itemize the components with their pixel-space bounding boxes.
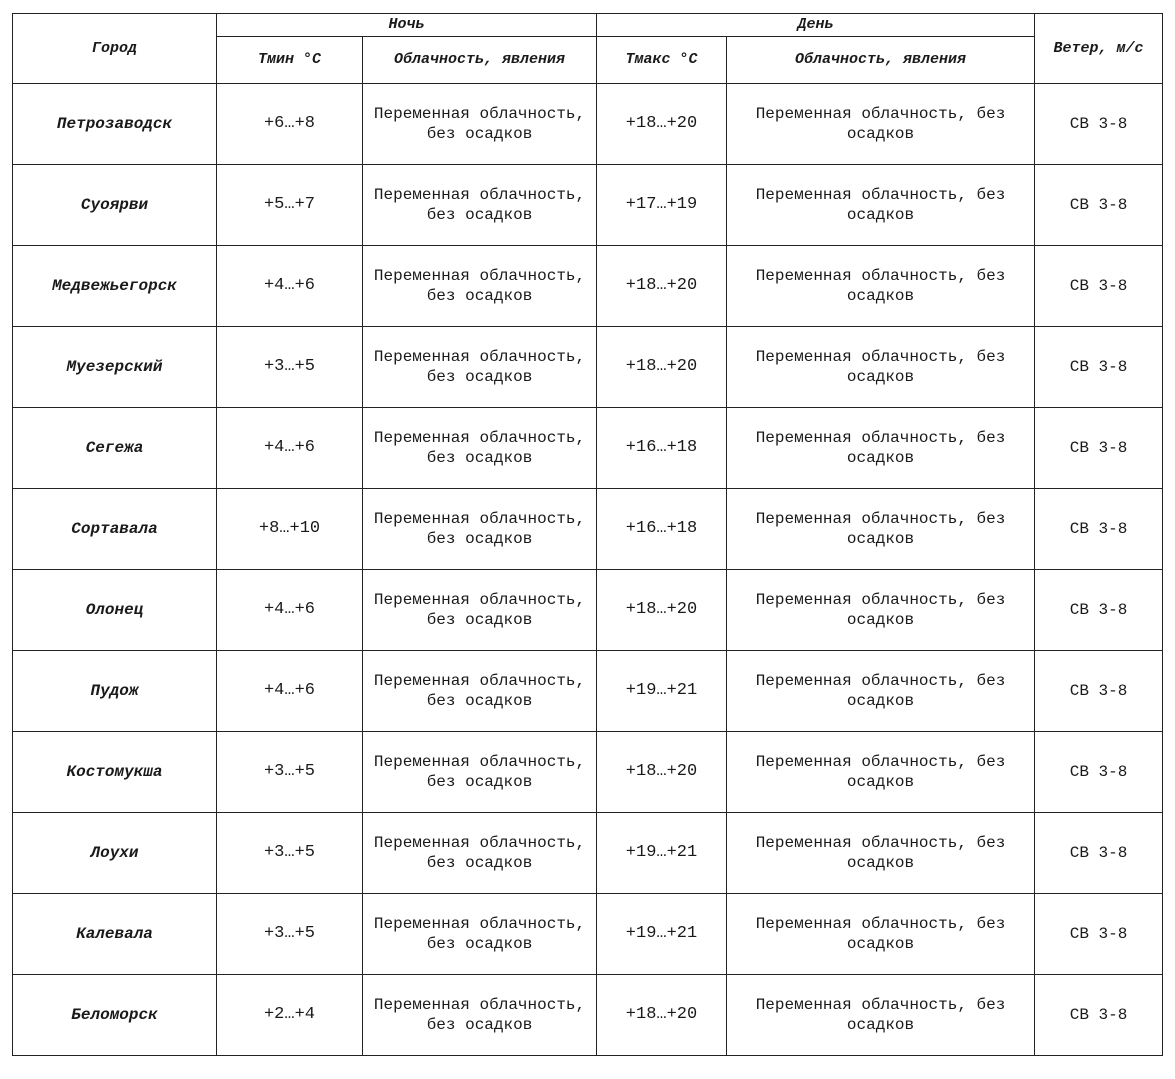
cell-tmin: +3…+5 bbox=[217, 327, 363, 408]
cell-tmax: +16…+18 bbox=[597, 489, 727, 570]
cell-night-cloud: Переменная облачность, без осадков bbox=[363, 975, 597, 1056]
cell-wind: СВ 3-8 bbox=[1035, 246, 1163, 327]
table-row bbox=[13, 84, 1163, 165]
cell-day-cloud: Переменная облачность, без осадков bbox=[727, 813, 1035, 894]
cell-tmin: +4…+6 bbox=[217, 408, 363, 489]
cell-night-cloud: Переменная облачность, без осадков bbox=[363, 489, 597, 570]
cell-tmax: +16…+18 bbox=[597, 408, 727, 489]
cell-tmin: +4…+6 bbox=[217, 246, 363, 327]
cell-city: Медвежьегорск bbox=[13, 246, 217, 327]
table-row bbox=[13, 894, 1163, 975]
table-body bbox=[13, 84, 1163, 1056]
cell-wind: СВ 3-8 bbox=[1035, 813, 1163, 894]
forecast-table-container bbox=[12, 13, 1162, 1056]
table-row bbox=[13, 651, 1163, 732]
cell-night-cloud: Переменная облачность, без осадков bbox=[363, 651, 597, 732]
table-row bbox=[13, 813, 1163, 894]
cell-day-cloud: Переменная облачность, без осадков bbox=[727, 894, 1035, 975]
cell-city: Пудож bbox=[13, 651, 217, 732]
header-night-cloud: Облачность, явления bbox=[363, 37, 597, 84]
cell-city: Суоярви bbox=[13, 165, 217, 246]
cell-tmin: +4…+6 bbox=[217, 570, 363, 651]
cell-day-cloud: Переменная облачность, без осадков bbox=[727, 732, 1035, 813]
cell-wind: СВ 3-8 bbox=[1035, 327, 1163, 408]
cell-day-cloud: Переменная облачность, без осадков bbox=[727, 327, 1035, 408]
cell-tmin: +2…+4 bbox=[217, 975, 363, 1056]
table-row bbox=[13, 165, 1163, 246]
table-row bbox=[13, 327, 1163, 408]
cell-night-cloud: Переменная облачность, без осадков bbox=[363, 84, 597, 165]
cell-tmin: +3…+5 bbox=[217, 894, 363, 975]
cell-wind: СВ 3-8 bbox=[1035, 651, 1163, 732]
cell-wind: СВ 3-8 bbox=[1035, 570, 1163, 651]
forecast-table bbox=[12, 13, 1163, 1056]
cell-night-cloud: Переменная облачность, без осадков bbox=[363, 408, 597, 489]
cell-tmax: +17…+19 bbox=[597, 165, 727, 246]
cell-night-cloud: Переменная облачность, без осадков bbox=[363, 165, 597, 246]
cell-wind: СВ 3-8 bbox=[1035, 732, 1163, 813]
header-night: Ночь bbox=[217, 14, 597, 37]
cell-tmax: +18…+20 bbox=[597, 975, 727, 1056]
cell-city: Олонец bbox=[13, 570, 217, 651]
header-row-groups bbox=[13, 14, 1163, 37]
cell-day-cloud: Переменная облачность, без осадков bbox=[727, 165, 1035, 246]
cell-tmax: +19…+21 bbox=[597, 651, 727, 732]
cell-wind: СВ 3-8 bbox=[1035, 975, 1163, 1056]
table-row bbox=[13, 570, 1163, 651]
cell-city: Сегежа bbox=[13, 408, 217, 489]
cell-day-cloud: Переменная облачность, без осадков bbox=[727, 570, 1035, 651]
cell-night-cloud: Переменная облачность, без осадков bbox=[363, 813, 597, 894]
cell-night-cloud: Переменная облачность, без осадков bbox=[363, 246, 597, 327]
cell-tmax: +18…+20 bbox=[597, 570, 727, 651]
table-row bbox=[13, 489, 1163, 570]
cell-wind: СВ 3-8 bbox=[1035, 165, 1163, 246]
cell-night-cloud: Переменная облачность, без осадков bbox=[363, 570, 597, 651]
cell-tmax: +19…+21 bbox=[597, 813, 727, 894]
header-day-cloud: Облачность, явления bbox=[727, 37, 1035, 84]
cell-city: Сортавала bbox=[13, 489, 217, 570]
table-row bbox=[13, 408, 1163, 489]
cell-night-cloud: Переменная облачность, без осадков bbox=[363, 327, 597, 408]
header-day: День bbox=[597, 14, 1035, 37]
table-row bbox=[13, 732, 1163, 813]
cell-wind: СВ 3-8 bbox=[1035, 489, 1163, 570]
cell-tmax: +18…+20 bbox=[597, 732, 727, 813]
cell-city: Лоухи bbox=[13, 813, 217, 894]
header-tmax: Тмакс °C bbox=[597, 37, 727, 84]
cell-tmin: +3…+5 bbox=[217, 813, 363, 894]
cell-city: Калевала bbox=[13, 894, 217, 975]
cell-tmin: +4…+6 bbox=[217, 651, 363, 732]
cell-city: Костомукша bbox=[13, 732, 217, 813]
cell-day-cloud: Переменная облачность, без осадков bbox=[727, 489, 1035, 570]
cell-day-cloud: Переменная облачность, без осадков bbox=[727, 246, 1035, 327]
cell-tmin: +6…+8 bbox=[217, 84, 363, 165]
cell-tmax: +18…+20 bbox=[597, 327, 727, 408]
header-tmin: Тмин °C bbox=[217, 37, 363, 84]
cell-day-cloud: Переменная облачность, без осадков bbox=[727, 408, 1035, 489]
table-row bbox=[13, 975, 1163, 1056]
cell-day-cloud: Переменная облачность, без осадков bbox=[727, 84, 1035, 165]
header-city: Город bbox=[13, 14, 217, 84]
cell-day-cloud: Переменная облачность, без осадков bbox=[727, 651, 1035, 732]
header-wind: Ветер, м/с bbox=[1035, 14, 1163, 84]
cell-city: Беломорск bbox=[13, 975, 217, 1056]
cell-tmax: +18…+20 bbox=[597, 84, 727, 165]
cell-tmin: +3…+5 bbox=[217, 732, 363, 813]
cell-tmin: +5…+7 bbox=[217, 165, 363, 246]
cell-wind: СВ 3-8 bbox=[1035, 894, 1163, 975]
cell-tmin: +8…+10 bbox=[217, 489, 363, 570]
cell-night-cloud: Переменная облачность, без осадков bbox=[363, 732, 597, 813]
cell-wind: СВ 3-8 bbox=[1035, 84, 1163, 165]
cell-tmax: +18…+20 bbox=[597, 246, 727, 327]
cell-day-cloud: Переменная облачность, без осадков bbox=[727, 975, 1035, 1056]
table-header bbox=[13, 14, 1163, 84]
table-row bbox=[13, 246, 1163, 327]
cell-wind: СВ 3-8 bbox=[1035, 408, 1163, 489]
cell-city: Петрозаводск bbox=[13, 84, 217, 165]
cell-night-cloud: Переменная облачность, без осадков bbox=[363, 894, 597, 975]
cell-city: Муезерский bbox=[13, 327, 217, 408]
cell-tmax: +19…+21 bbox=[597, 894, 727, 975]
